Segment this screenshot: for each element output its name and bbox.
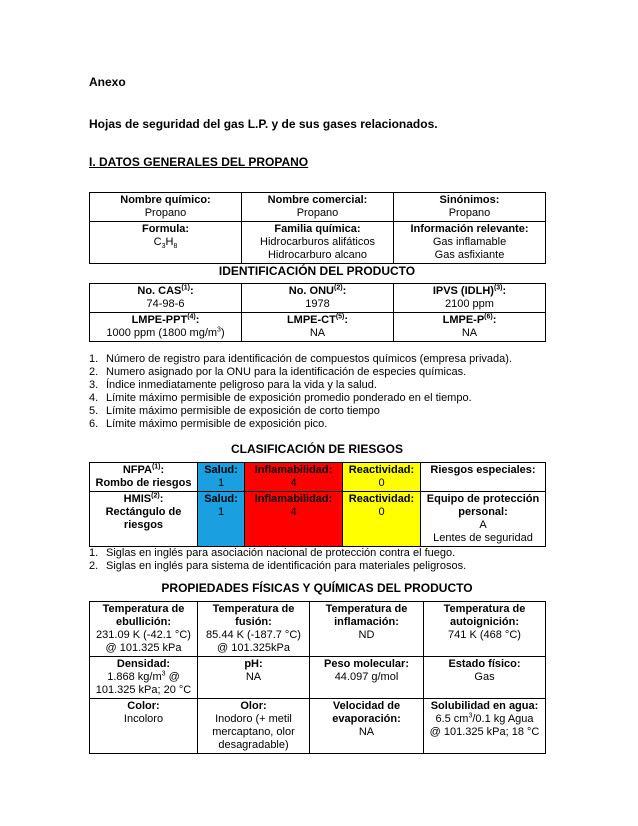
sinonimos-cell bbox=[394, 193, 546, 222]
lmpe-p-label: LMPE-$P^{(6)}$: bbox=[442, 313, 497, 326]
equipo-cell bbox=[421, 492, 546, 547]
risks-table bbox=[89, 462, 546, 547]
section-title: I. DATOS GENERALES DEL PROPANO bbox=[89, 155, 309, 169]
ipvs-label: IPVS (IDLH)$^{(3)}$: bbox=[432, 284, 507, 297]
identification-title: IDENTIFICACIÓN DEL PRODUCTO bbox=[218, 264, 416, 278]
fusion-cell: Temperatura de fusión: 85.44 K (-187.7 °C) @ 101.325kPa bbox=[198, 602, 310, 657]
nombre-quimico-cell bbox=[90, 193, 242, 222]
nombre-comercial-cell bbox=[242, 193, 394, 222]
identification-notes bbox=[89, 353, 512, 431]
salud-hmis-label: Salud: bbox=[204, 493, 238, 505]
react-nfpa-value: 0 bbox=[378, 477, 385, 489]
sinonimos-label: Sinónimos: bbox=[439, 194, 500, 206]
hmis-cell bbox=[90, 492, 198, 547]
inflam-hmis-label: Inflamabilidad: bbox=[254, 493, 333, 505]
list-item: 6. Límite máximo permisible de exposición pico. bbox=[89, 418, 328, 430]
general-data-table bbox=[89, 192, 546, 264]
inflam-label: Inflamabilidad: bbox=[254, 464, 333, 476]
info-relevante-label: Información relevante: bbox=[410, 223, 529, 235]
ph-cell: pH: NA bbox=[198, 657, 310, 699]
especiales-cell bbox=[421, 463, 546, 492]
familia-value-1: Hidrocarburos alifáticos bbox=[260, 236, 375, 248]
familia-value-2: Hidrocarburo alcano bbox=[267, 249, 368, 261]
list-item: 2. Siglas en inglés para sistema de identificación para materiales peligrosos. bbox=[89, 560, 467, 572]
estado-fisico-cell: Estado físico: Gas bbox=[424, 657, 546, 699]
lmpe-ppt-cell bbox=[90, 313, 242, 342]
autoignicion-cell: Temperatura de autoignición: 741 K (468 °C) bbox=[424, 602, 546, 657]
cas-label: No. CAS$^{(1)}$: bbox=[137, 284, 194, 297]
nombre-quimico-value: Propano bbox=[144, 207, 187, 219]
lmpe-p-value: NA bbox=[461, 327, 478, 339]
hmis-label: HMIS$^{(2)}$: bbox=[123, 492, 164, 505]
ipvs-value: 2100 ppm bbox=[445, 298, 494, 310]
velocidad-cell: Velocidad de evaporación: NA bbox=[310, 699, 424, 754]
olor-cell: Olor: Inodoro (+ metil mercaptano, olor desagradable) bbox=[198, 699, 310, 754]
inflam-nfpa-value: 4 bbox=[290, 477, 297, 489]
nombre-comercial-value: Propano bbox=[296, 207, 339, 219]
formula-h-sub: 8 bbox=[173, 243, 178, 251]
properties-table bbox=[89, 601, 546, 754]
nombre-comercial-label: Nombre comercial: bbox=[267, 194, 368, 206]
nombre-quimico-label: Nombre químico: bbox=[120, 194, 211, 206]
onu-cell bbox=[242, 284, 394, 313]
hmis-label-2: Rectángulo de bbox=[105, 506, 182, 518]
properties-title: PROPIEDADES FÍSICAS Y QUÍMICAS DEL PRODUCTO bbox=[161, 581, 473, 595]
list-item: 4. Límite máximo permisible de exposición promedio ponderado en el tiempo. bbox=[89, 392, 472, 404]
lmpe-ct-label: LMPE-CT$^{(5)}$: bbox=[286, 313, 349, 326]
equipo-value-1: A bbox=[479, 519, 487, 531]
equipo-label-1: Equipo de protección bbox=[426, 493, 540, 505]
nfpa-label: NFPA$^{(1)}$: bbox=[122, 463, 165, 476]
formula-value bbox=[92, 236, 239, 249]
formula-label: Formula: bbox=[141, 223, 190, 235]
identification-table bbox=[89, 283, 546, 342]
densidad-cell: Densidad: 1.868 $kg/m^3$ @ 101.325 kPa; 20 °C bbox=[90, 657, 198, 699]
hmis-label-3: riesgos bbox=[123, 519, 164, 531]
lmpe-p-cell bbox=[394, 313, 546, 342]
inflamacion-cell: Temperatura de inflamación: ND bbox=[310, 602, 424, 657]
salud-nfpa-value: 1 bbox=[217, 477, 225, 489]
react-label: Reactividad: bbox=[348, 464, 415, 476]
list-item: 2. Numero asignado por la ONU para la identificación de especies químicas. bbox=[89, 366, 467, 378]
list-item: 1. Número de registro para identificación de compuestos químicos (empresa privada). bbox=[89, 353, 512, 365]
annex-title: Anexo bbox=[89, 75, 126, 89]
peso-molecular-cell: Peso molecular: 44.097 g/mol bbox=[310, 657, 424, 699]
list-item: 1. Siglas en inglés para asociación nacional de protección contra el fuego. bbox=[89, 547, 456, 559]
nfpa-cell bbox=[90, 463, 198, 492]
familia-label: Familia química: bbox=[274, 223, 361, 235]
familia-cell bbox=[242, 222, 394, 264]
formula-h: H bbox=[165, 236, 174, 248]
salud-hmis-cell bbox=[198, 492, 245, 547]
nfpa-label-2: Rombo de riesgos bbox=[95, 477, 192, 489]
onu-value: 1978 bbox=[305, 298, 330, 310]
ipvs-cell bbox=[394, 284, 546, 313]
react-hmis-label: Reactividad: bbox=[348, 493, 415, 505]
formula-c-sub: 3 bbox=[161, 243, 166, 251]
salud-label: Salud: bbox=[204, 464, 238, 476]
cas-cell bbox=[90, 284, 242, 313]
equipo-value-2: Lentes de seguridad bbox=[433, 532, 533, 544]
cas-value: 74-98-6 bbox=[146, 298, 185, 310]
lmpe-ct-cell bbox=[242, 313, 394, 342]
onu-label: No. ONU$^{(2)}$: bbox=[288, 284, 347, 297]
list-item: 5. Límite máximo permisible de exposición de corto tiempo bbox=[89, 405, 380, 417]
inflam-nfpa-cell bbox=[245, 463, 343, 492]
risk-notes bbox=[89, 547, 466, 573]
lmpe-ct-value: NA bbox=[309, 327, 326, 339]
list-item: 3. Índice inmediatamente peligroso para la vida y la salud. bbox=[89, 379, 377, 391]
salud-hmis-value: 1 bbox=[217, 506, 225, 518]
color-cell: Color: Incoloro bbox=[90, 699, 198, 754]
info-relevante-cell bbox=[394, 222, 546, 264]
solubilidad-cell: Solubilidad en agua: 6.5 $cm^3/0.1$ kg Agua @ 101.325 kPa; 18 °C bbox=[424, 699, 546, 754]
equipo-label-2: personal: bbox=[458, 506, 508, 518]
inflam-hmis-value: 4 bbox=[290, 506, 297, 518]
especiales-label: Riesgos especiales: bbox=[430, 464, 536, 476]
info-relevante-value-1: Gas inflamable bbox=[432, 236, 507, 248]
sinonimos-value: Propano bbox=[448, 207, 491, 219]
formula-cell bbox=[90, 222, 242, 264]
react-hmis-value: 0 bbox=[378, 506, 385, 518]
risks-title: CLASIFICACIÓN DE RIESGOS bbox=[230, 442, 403, 456]
react-nfpa-cell bbox=[343, 463, 421, 492]
lmpe-ppt-label: LMPE-PPT$^{(4)}$: bbox=[131, 313, 200, 326]
ebullicion-cell: Temperatura de ebullición: 231.09 K (-42.1 °C) @ 101.325 kPa bbox=[90, 602, 198, 657]
react-hmis-cell bbox=[343, 492, 421, 547]
inflam-hmis-cell bbox=[245, 492, 343, 547]
document-subtitle: Hojas de seguridad del gas L.P. y de sus gases relacionados. bbox=[89, 117, 438, 131]
salud-nfpa-cell bbox=[198, 463, 245, 492]
info-relevante-value-2: Gas asfixiante bbox=[434, 249, 505, 261]
lmpe-ppt-value: 1000 ppm (1800 $mg/m^3$) bbox=[106, 326, 225, 339]
formula-c: C bbox=[153, 236, 162, 248]
